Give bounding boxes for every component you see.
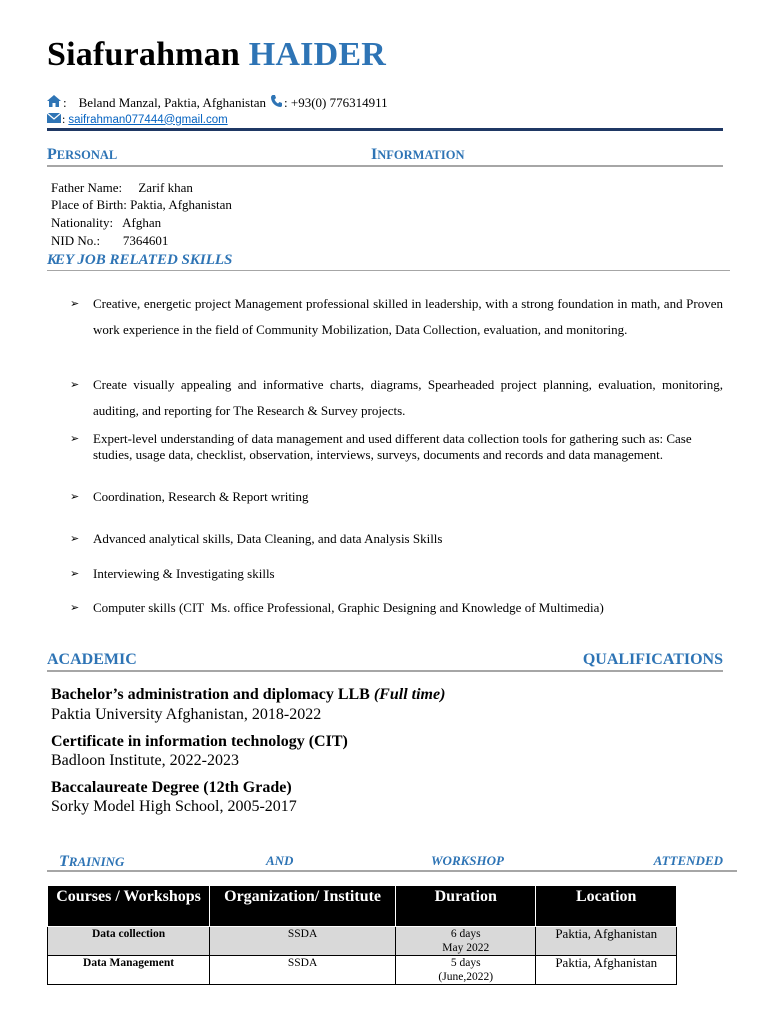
bullet-arrow-icon: ➢ (70, 568, 80, 580)
table-row (48, 956, 677, 985)
column-header: Organization/ Institute (210, 886, 396, 927)
degree-title: Bachelor’s administration and diplomacy LLB (Full time) (51, 686, 446, 703)
skill-item: ➢ Advanced analytical skills, Data Cleaning, and data Analysis Skills (70, 531, 443, 546)
academic-heading-left: ACADEMIC (47, 651, 137, 668)
degree-title: Baccalaureate Degree (12th Grade) (51, 779, 292, 796)
personal-heading-left: PERSONAL (47, 146, 118, 163)
personal-rule (47, 165, 723, 167)
training-heading-word: AND (266, 853, 294, 868)
email-separator: : (62, 112, 66, 126)
bullet-arrow-icon: ➢ (70, 379, 80, 391)
degree-detail: Paktia University Afghanistan, 2018-2022 (51, 706, 322, 723)
home-icon (47, 95, 61, 111)
skill-item: ➢ Computer skills (CIT Ms. office Professional, Graphic Designing and Knowledge of Multimedia) (70, 600, 604, 615)
course-cell: Data collection (48, 927, 210, 956)
skills-heading: KEY JOB RELATED SKILLS (47, 252, 233, 268)
email-link[interactable]: saifrahman077444@gmail.com (68, 113, 228, 126)
academic-rule (47, 670, 723, 672)
bullet-arrow-icon: ➢ (70, 602, 80, 614)
bullet-arrow-icon: ➢ (70, 533, 80, 545)
phone-number: : +93(0) 776314911 (284, 95, 388, 110)
header-rule (47, 128, 723, 131)
org-cell: SSDA (210, 927, 396, 956)
skill-item: ➢ Create visually appealing and informative charts, diagrams, Spearheaded project planning, evaluation, monitoring, auditing, and reporting for The Research & Survey projects. (70, 372, 723, 424)
column-header: Courses / Workshops (48, 886, 210, 927)
column-header: Location (536, 886, 677, 927)
skill-item: ➢ Interviewing & Investigating skills (70, 566, 275, 581)
course-cell: Data Management (48, 956, 210, 985)
org-cell: SSDA (210, 956, 396, 985)
degree-title: Certificate in information technology (CIT) (51, 733, 348, 750)
mail-icon (47, 112, 61, 127)
training-heading-word: TRAINING (59, 853, 125, 870)
contact-row (47, 95, 388, 111)
address-text: Beland Manzal, Paktia, Afghanistan (78, 95, 266, 110)
personal-nationality: Nationality: Afghan (51, 215, 162, 230)
table-header-row (48, 886, 677, 927)
academic-heading-right: QUALIFICATIONS (582, 651, 723, 668)
table-row (48, 927, 677, 956)
skill-item: ➢ Expert-level understanding of data management and used different data collection tools for gathering such as: Case studies, usage data, checklist, observation, interviews, surveys, documents and records and data management. (70, 431, 692, 462)
bullet-arrow-icon: ➢ (70, 433, 80, 445)
personal-father-name: Father Name: Zarif khan (51, 180, 193, 195)
location-cell: Paktia, Afghanistan (536, 927, 677, 956)
location-cell: Paktia, Afghanistan (536, 956, 677, 985)
degree-detail: Badloon Institute, 2022-2023 (51, 752, 239, 769)
last-name: HAIDER (248, 36, 386, 73)
address-separator: : (63, 95, 67, 110)
skills-rule (47, 270, 730, 271)
bullet-arrow-icon: ➢ (70, 491, 80, 503)
skills-heading-initial: K (47, 252, 58, 268)
duration-cell: 6 days May 2022 (396, 927, 536, 956)
first-name: Siafurahman (47, 36, 241, 73)
degree-detail: Sorky Model High School, 2005-2017 (51, 798, 297, 815)
candidate-name (47, 36, 386, 74)
training-heading-word: ATTENDED (653, 853, 723, 868)
skill-item: ➢ Creative, energetic project Management professional skilled in leadership, with a strong foundation in math, and Proven work experience in the field of Community Mobilization, Data Collection, evaluation, and monitoring. (70, 291, 723, 343)
training-table (47, 885, 677, 985)
personal-heading-right: INFORMATION (371, 146, 465, 163)
training-rule (47, 870, 737, 872)
skill-item: ➢ Coordination, Research & Report writing (70, 489, 309, 504)
personal-place-of-birth: Place of Birth: Paktia, Afghanistan (51, 197, 232, 212)
email-row (47, 112, 228, 127)
bullet-arrow-icon: ➢ (70, 298, 80, 310)
column-header: Duration (396, 886, 536, 927)
personal-nid: NID No.: 7364601 (51, 233, 169, 248)
phone-icon (271, 95, 282, 111)
training-heading-word: WORKSHOP (431, 853, 504, 868)
duration-cell: 5 days (June,2022) (396, 956, 536, 985)
